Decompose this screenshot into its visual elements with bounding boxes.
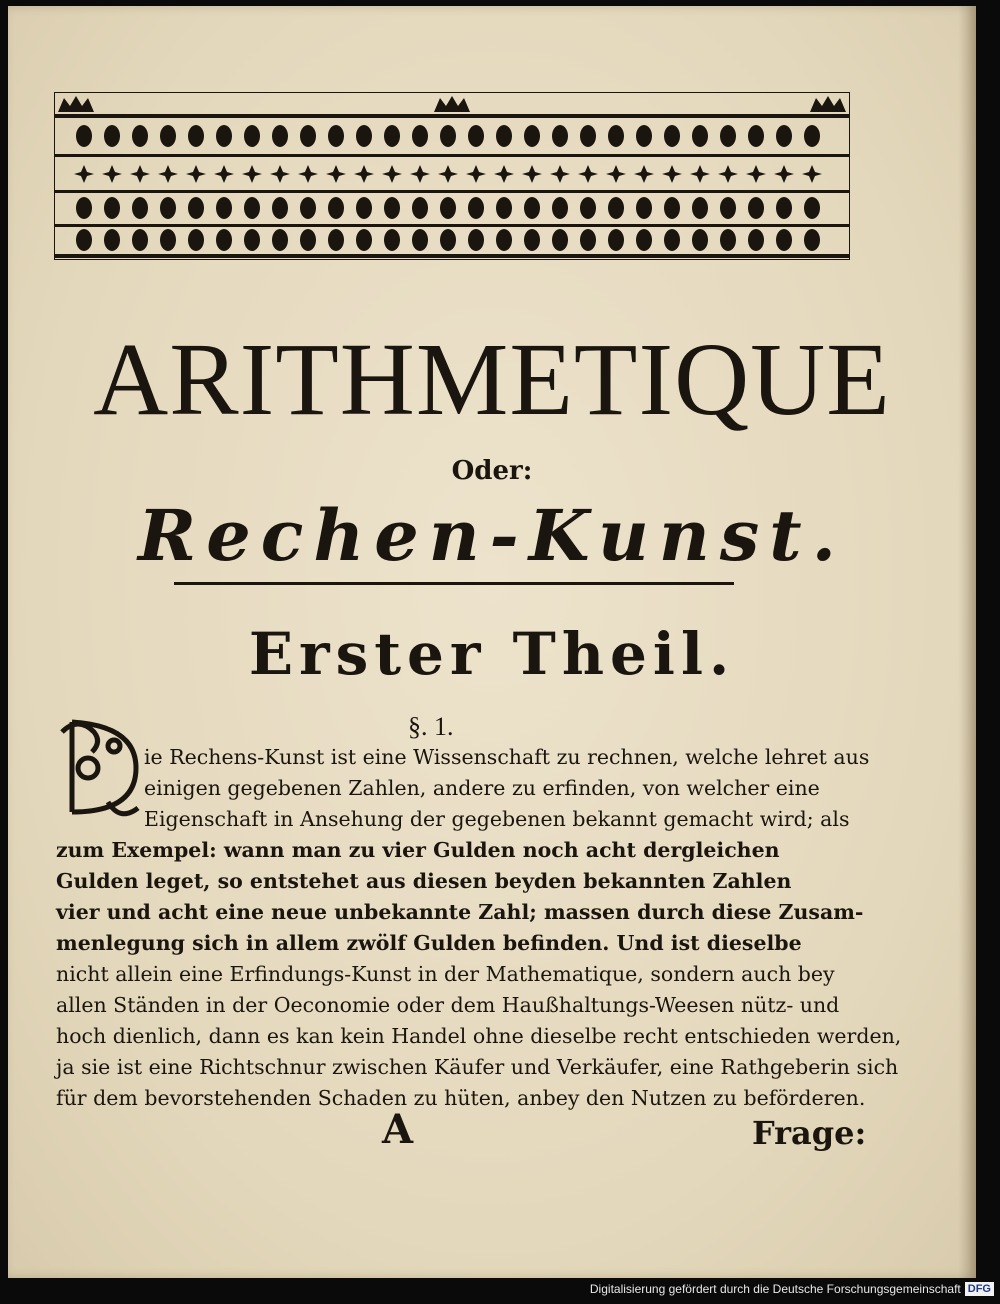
leaf-ornament-icon	[188, 229, 204, 251]
leaf-ornament-icon	[244, 197, 260, 219]
digitization-footer	[590, 1280, 994, 1298]
leaf-ornament-icon	[608, 197, 624, 219]
leaf-ornament-icon	[76, 197, 92, 219]
star-ornament-icon	[326, 165, 346, 183]
leaf-ornament-icon	[104, 197, 120, 219]
crown-icon-left	[58, 96, 94, 112]
leaf-ornament-icon	[412, 197, 428, 219]
body-line: ie Rechens-Kunst ist eine Wissenschaft zu rechnen, welche lehret aus	[144, 745, 870, 769]
star-ornament-icon	[634, 165, 654, 183]
page-title: ARITHMETIQUE	[93, 322, 891, 437]
star-ornament-icon	[74, 165, 94, 183]
star-ornament-icon	[550, 165, 570, 183]
leaf-ornament-icon	[188, 125, 204, 147]
leaf-ornament-icon	[328, 229, 344, 251]
leaf-ornament-icon	[720, 197, 736, 219]
body-line: zum Exempel: wann man zu vier Gulden noch acht dergleichen	[56, 838, 780, 862]
body-line: vier und acht eine neue unbekannte Zahl; massen durch diese Zusam-	[56, 900, 864, 924]
part-heading: Erster Theil.	[248, 620, 736, 688]
leaf-ornament-icon	[160, 125, 176, 147]
star-ornament-icon	[102, 165, 122, 183]
leaf-ornament-icon	[384, 125, 400, 147]
leaf-ornament-icon	[384, 229, 400, 251]
star-ornament-icon	[494, 165, 514, 183]
leaf-ornament-icon	[608, 229, 624, 251]
star-ornament-icon	[802, 165, 822, 183]
star-ornament-icon	[662, 165, 682, 183]
leaf-ornament-icon	[440, 229, 456, 251]
leaf-ornament-icon	[160, 229, 176, 251]
section-mark: §. 1.	[408, 712, 454, 741]
leaf-ornament-icon	[216, 229, 232, 251]
star-ornament-icon	[746, 165, 766, 183]
leaf-ornament-icon	[244, 229, 260, 251]
leaf-ornament-icon	[76, 125, 92, 147]
title-rule	[174, 582, 734, 585]
leaf-ornament-icon	[496, 125, 512, 147]
star-ornament-icon	[298, 165, 318, 183]
leaf-ornament-icon	[636, 125, 652, 147]
leaf-ornament-icon	[720, 125, 736, 147]
body-line: nicht allein eine Erfindungs-Kunst in der Mathematique, sondern auch bey	[56, 962, 835, 986]
leaf-ornament-icon	[636, 197, 652, 219]
leaf-ornament-icon	[552, 197, 568, 219]
leaf-ornament-icon	[524, 229, 540, 251]
star-ornament-icon	[382, 165, 402, 183]
leaf-ornament-icon	[328, 197, 344, 219]
leaf-ornament-icon	[272, 229, 288, 251]
crown-icon-center	[434, 96, 470, 112]
leaf-ornament-icon	[748, 125, 764, 147]
leaf-ornament-icon	[132, 125, 148, 147]
leaf-ornament-icon	[104, 125, 120, 147]
signature-mark: A	[382, 1106, 414, 1153]
body-line: für dem bevorstehenden Schaden zu hüten, anbey den Nutzen zu beförderen.	[56, 1086, 866, 1110]
body-line: allen Ständen in der Oeconomie oder dem Haußhaltungs-Weesen nütz- und	[56, 993, 840, 1017]
star-ornament-icon	[242, 165, 262, 183]
leaf-ornament-icon	[216, 197, 232, 219]
star-ornament-icon	[522, 165, 542, 183]
star-ornament-icon	[690, 165, 710, 183]
leaf-ornament-icon	[468, 197, 484, 219]
leaf-ornament-icon	[356, 197, 372, 219]
leaf-ornament-icon	[496, 197, 512, 219]
body-line: menlegung sich in allem zwölf Gulden befinden. Und ist dieselbe	[56, 931, 802, 955]
leaf-ornament-icon	[188, 197, 204, 219]
leaf-ornament-icon	[776, 229, 792, 251]
leaf-ornament-icon	[356, 125, 372, 147]
leaf-ornament-icon	[300, 125, 316, 147]
star-ornament-icon	[354, 165, 374, 183]
leaf-ornament-icon	[272, 197, 288, 219]
leaf-ornament-icon	[468, 125, 484, 147]
ornamental-header-band	[54, 92, 850, 260]
leaf-ornament-icon	[104, 229, 120, 251]
leaf-ornament-icon	[328, 125, 344, 147]
leaf-ornament-icon	[216, 125, 232, 147]
leaf-ornament-icon	[692, 125, 708, 147]
star-ornament-icon	[438, 165, 458, 183]
leaf-ornament-icon	[776, 197, 792, 219]
star-ornament-icon	[466, 165, 486, 183]
leaf-ornament-icon	[524, 125, 540, 147]
leaf-ornament-icon	[664, 197, 680, 219]
leaf-ornament-icon	[580, 125, 596, 147]
leaf-ornament-icon	[552, 229, 568, 251]
star-ornament-icon	[774, 165, 794, 183]
star-ornament-icon	[186, 165, 206, 183]
leaf-ornament-icon	[580, 197, 596, 219]
leaf-ornament-icon	[440, 197, 456, 219]
leaf-ornament-icon	[412, 125, 428, 147]
crown-icon-right	[810, 96, 846, 112]
leaf-ornament-icon	[804, 125, 820, 147]
leaf-ornament-icon	[412, 229, 428, 251]
leaf-ornament-icon	[776, 125, 792, 147]
star-ornament-icon	[578, 165, 598, 183]
body-line: hoch dienlich, dann es kan kein Handel ohne dieselbe recht entschieden werden,	[56, 1024, 902, 1048]
leaf-ornament-icon	[720, 229, 736, 251]
leaf-ornament-icon	[580, 229, 596, 251]
book-page	[8, 6, 976, 1278]
leaf-ornament-icon	[748, 197, 764, 219]
leaf-ornament-icon	[300, 229, 316, 251]
title-connector: Oder:	[451, 456, 533, 486]
star-ornament-icon	[718, 165, 738, 183]
star-ornament-icon	[214, 165, 234, 183]
leaf-ornament-icon	[552, 125, 568, 147]
leaf-ornament-icon	[692, 229, 708, 251]
leaf-ornament-icon	[664, 125, 680, 147]
leaf-ornament-icon	[804, 197, 820, 219]
leaf-ornament-icon	[804, 229, 820, 251]
footer-credit: Digitalisierung gefördert durch die Deutsche Forschungsgemeinschaft	[589, 1282, 961, 1296]
leaf-ornament-icon	[636, 229, 652, 251]
leaf-ornament-icon	[608, 125, 624, 147]
leaf-ornament-icon	[440, 125, 456, 147]
leaf-ornament-icon	[664, 229, 680, 251]
body-line: einigen gegebenen Zahlen, andere zu erfinden, von welcher eine	[144, 776, 820, 800]
page-subtitle: Rechen-Kunst.	[138, 494, 846, 577]
body-line: Eigenschaft in Ansehung der gegebenen bekannt gemacht wird; als	[144, 807, 850, 831]
leaf-ornament-icon	[132, 197, 148, 219]
star-ornament-icon	[130, 165, 150, 183]
dfg-logo: DFG	[965, 1282, 994, 1296]
body-line: ja sie ist eine Richtschnur zwischen Käufer und Verkäufer, eine Rathgeberin sich	[56, 1055, 899, 1079]
body-line: Gulden leget, so entstehet aus diesen beyden bekannten Zahlen	[56, 869, 792, 893]
leaf-ornament-icon	[76, 229, 92, 251]
leaf-ornament-icon	[300, 197, 316, 219]
leaf-ornament-icon	[496, 229, 512, 251]
leaf-ornament-icon	[748, 229, 764, 251]
leaf-ornament-icon	[468, 229, 484, 251]
leaf-ornament-icon	[160, 197, 176, 219]
star-ornament-icon	[270, 165, 290, 183]
leaf-ornament-icon	[244, 125, 260, 147]
leaf-ornament-icon	[692, 197, 708, 219]
section-body	[56, 742, 902, 1114]
star-ornament-icon	[158, 165, 178, 183]
leaf-ornament-icon	[356, 229, 372, 251]
leaf-ornament-icon	[384, 197, 400, 219]
leaf-ornament-icon	[272, 125, 288, 147]
star-ornament-icon	[606, 165, 626, 183]
star-ornament-icon	[410, 165, 430, 183]
leaf-ornament-icon	[132, 229, 148, 251]
catchword: Frage:	[752, 1114, 867, 1152]
leaf-ornament-icon	[524, 197, 540, 219]
